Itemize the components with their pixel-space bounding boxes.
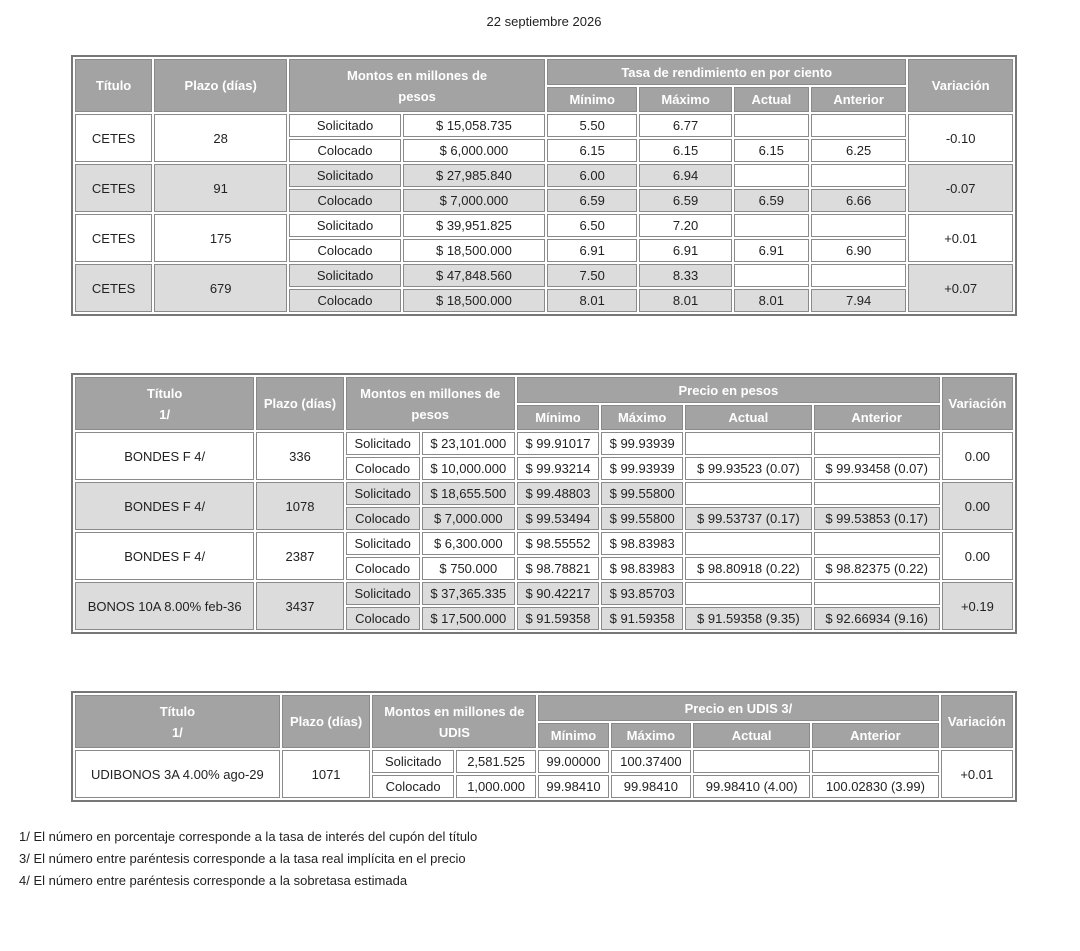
variacion-cell: 0.00: [942, 432, 1013, 480]
solicitado-label: Solicitado: [372, 750, 453, 773]
table-row: [75, 432, 1013, 455]
colocado-anterior: 6.66: [811, 189, 906, 212]
cetes-table-body: [75, 114, 1013, 312]
colocado-monto: $ 17,500.000: [422, 607, 515, 630]
colocado-maximo: 8.01: [639, 289, 731, 312]
solicitado-anterior-empty: [814, 482, 940, 505]
header-montos-line2: pesos: [411, 406, 449, 422]
solicitado-label: Solicitado: [346, 582, 420, 605]
header-titulo-label: Título: [159, 703, 196, 719]
colocado-maximo: $ 98.83983: [601, 557, 683, 580]
header-titulo-note: 1/: [171, 724, 183, 740]
solicitado-maximo: 100.37400: [611, 750, 691, 773]
header-maximo: Máximo: [639, 87, 731, 112]
colocado-label: Colocado: [289, 139, 401, 162]
colocado-anterior: 6.90: [811, 239, 906, 262]
colocado-minimo: 8.01: [547, 289, 637, 312]
colocado-actual: 6.59: [734, 189, 809, 212]
colocado-minimo: $ 98.78821: [517, 557, 599, 580]
solicitado-actual-empty: [734, 264, 809, 287]
header-minimo: Mínimo: [547, 87, 637, 112]
solicitado-monto: $ 27,985.840: [403, 164, 545, 187]
plazo-cell: 28: [154, 114, 287, 162]
plazo-cell: 3437: [256, 582, 343, 630]
colocado-anterior: $ 92.66934 (9.16): [814, 607, 940, 630]
colocado-anterior: $ 99.93458 (0.07): [814, 457, 940, 480]
solicitado-anterior-empty: [811, 114, 906, 137]
colocado-maximo: $ 99.55800: [601, 507, 683, 530]
colocado-maximo: $ 99.93939: [601, 457, 683, 480]
colocado-actual: $ 99.53737 (0.17): [685, 507, 811, 530]
header-anterior: Anterior: [811, 87, 906, 112]
titulo-cell: BONDES F 4/: [75, 432, 254, 480]
solicitado-anterior-empty: [811, 264, 906, 287]
solicitado-label: Solicitado: [289, 164, 401, 187]
auction-date: 22 septiembre 2026: [486, 14, 602, 29]
colocado-monto: $ 6,000.000: [403, 139, 545, 162]
footnote-3: 3/ El número entre paréntesis corresponde a la tasa real implícita en el precio: [19, 851, 466, 866]
colocado-label: Colocado: [289, 239, 401, 262]
colocado-minimo: $ 99.93214: [517, 457, 599, 480]
solicitado-monto: $ 47,848.560: [403, 264, 545, 287]
colocado-maximo: 6.91: [639, 239, 731, 262]
colocado-actual: $ 91.59358 (9.35): [685, 607, 811, 630]
solicitado-actual-empty: [734, 114, 809, 137]
solicitado-actual-empty: [685, 482, 811, 505]
header-montos-line1: Montos en millones de: [360, 385, 501, 401]
colocado-actual: 6.15: [734, 139, 809, 162]
header-plazo: Plazo (días): [282, 695, 371, 748]
plazo-cell: 91: [154, 164, 287, 212]
header-titulo: [75, 377, 254, 430]
variacion-cell: 0.00: [942, 532, 1013, 580]
header-montos-line1: Montos en millones de: [384, 703, 525, 719]
solicitado-monto: 2,581.525: [456, 750, 536, 773]
colocado-label: Colocado: [346, 557, 420, 580]
colocado-label: Colocado: [372, 775, 453, 798]
header-actual: Actual: [693, 723, 810, 748]
header-minimo: Mínimo: [517, 405, 599, 430]
colocado-label: Colocado: [346, 507, 420, 530]
header-montos-line2: pesos: [398, 88, 436, 104]
solicitado-monto: $ 37,365.335: [422, 582, 515, 605]
titulo-cell: CETES: [75, 264, 152, 312]
solicitado-actual-empty: [734, 164, 809, 187]
header-actual: Actual: [685, 405, 811, 430]
solicitado-maximo: 8.33: [639, 264, 731, 287]
header-titulo-note: 1/: [159, 406, 171, 422]
colocado-label: Colocado: [346, 607, 420, 630]
solicitado-actual-empty: [685, 432, 811, 455]
plazo-cell: 679: [154, 264, 287, 312]
table-row: [75, 582, 1013, 605]
plazo-cell: 1071: [282, 750, 371, 798]
bonos-table-body: [75, 432, 1013, 630]
solicitado-label: Solicitado: [346, 432, 420, 455]
colocado-actual: 6.91: [734, 239, 809, 262]
table-row: [75, 750, 1013, 773]
variacion-cell: -0.10: [908, 114, 1013, 162]
colocado-minimo: 6.59: [547, 189, 637, 212]
udibonos-table-body: [75, 750, 1013, 798]
header-precio: Precio en pesos: [517, 377, 940, 403]
header-anterior: Anterior: [814, 405, 940, 430]
solicitado-maximo: $ 98.83983: [601, 532, 683, 555]
solicitado-actual-empty: [685, 582, 811, 605]
colocado-actual: $ 98.80918 (0.22): [685, 557, 811, 580]
table-row: [75, 482, 1013, 505]
solicitado-anterior-empty: [814, 432, 940, 455]
header-variacion: Variación: [942, 377, 1013, 430]
variacion-cell: +0.01: [941, 750, 1013, 798]
colocado-maximo: $ 91.59358: [601, 607, 683, 630]
colocado-maximo: 6.59: [639, 189, 731, 212]
solicitado-anterior-empty: [811, 214, 906, 237]
solicitado-minimo: $ 98.55552: [517, 532, 599, 555]
cetes-results-table: [71, 55, 1017, 316]
footnotes: [19, 826, 477, 892]
header-tasa: Tasa de rendimiento en por ciento: [547, 59, 906, 85]
variacion-cell: 0.00: [942, 482, 1013, 530]
solicitado-maximo: $ 99.93939: [601, 432, 683, 455]
solicitado-label: Solicitado: [346, 482, 420, 505]
titulo-cell: BONDES F 4/: [75, 532, 254, 580]
solicitado-actual-empty: [734, 214, 809, 237]
solicitado-minimo: 5.50: [547, 114, 637, 137]
solicitado-anterior-empty: [811, 164, 906, 187]
bonos-results-table: [71, 373, 1017, 634]
colocado-label: Colocado: [289, 189, 401, 212]
colocado-maximo: 6.15: [639, 139, 731, 162]
footnote-1: 1/ El número en porcentaje corresponde a la tasa de interés del cupón del título: [19, 829, 478, 844]
colocado-label: Colocado: [346, 457, 420, 480]
solicitado-minimo: 6.00: [547, 164, 637, 187]
colocado-monto: $ 7,000.000: [422, 507, 515, 530]
solicitado-monto: $ 23,101.000: [422, 432, 515, 455]
header-montos: [346, 377, 515, 430]
colocado-minimo: $ 91.59358: [517, 607, 599, 630]
colocado-actual: 8.01: [734, 289, 809, 312]
colocado-actual: 99.98410 (4.00): [693, 775, 810, 798]
colocado-anterior: 100.02830 (3.99): [812, 775, 938, 798]
solicitado-minimo: 99.00000: [538, 750, 608, 773]
plazo-cell: 2387: [256, 532, 343, 580]
plazo-cell: 175: [154, 214, 287, 262]
colocado-monto: $ 750.000: [422, 557, 515, 580]
solicitado-label: Solicitado: [289, 114, 401, 137]
colocado-anterior: 7.94: [811, 289, 906, 312]
header-plazo: Plazo (días): [256, 377, 343, 430]
header-titulo-label: Título: [146, 385, 183, 401]
titulo-cell: CETES: [75, 164, 152, 212]
variacion-cell: -0.07: [908, 164, 1013, 212]
solicitado-maximo: $ 93.85703: [601, 582, 683, 605]
header-anterior: Anterior: [812, 723, 938, 748]
table-row: [75, 114, 1013, 137]
solicitado-minimo: 7.50: [547, 264, 637, 287]
header-minimo: Mínimo: [538, 723, 608, 748]
table-row: [75, 164, 1013, 187]
header-precio: Precio en UDIS 3/: [538, 695, 938, 721]
solicitado-anterior-empty: [814, 582, 940, 605]
header-maximo: Máximo: [601, 405, 683, 430]
solicitado-minimo: 6.50: [547, 214, 637, 237]
colocado-anterior: $ 99.53853 (0.17): [814, 507, 940, 530]
colocado-minimo: 6.15: [547, 139, 637, 162]
solicitado-minimo: $ 99.48803: [517, 482, 599, 505]
header-montos: [289, 59, 545, 112]
solicitado-actual-empty: [693, 750, 810, 773]
table-row: [75, 264, 1013, 287]
header-variacion: Variación: [941, 695, 1013, 748]
colocado-label: Colocado: [289, 289, 401, 312]
solicitado-maximo: 6.77: [639, 114, 731, 137]
solicitado-minimo: $ 99.91017: [517, 432, 599, 455]
header-montos: [372, 695, 536, 748]
variacion-cell: +0.01: [908, 214, 1013, 262]
colocado-monto: 1,000.000: [456, 775, 536, 798]
variacion-cell: +0.19: [942, 582, 1013, 630]
colocado-minimo: 6.91: [547, 239, 637, 262]
solicitado-maximo: 7.20: [639, 214, 731, 237]
solicitado-anterior-empty: [812, 750, 938, 773]
solicitado-maximo: $ 99.55800: [601, 482, 683, 505]
titulo-cell: BONOS 10A 8.00% feb-36: [75, 582, 254, 630]
colocado-monto: $ 18,500.000: [403, 239, 545, 262]
header-maximo: Máximo: [611, 723, 691, 748]
solicitado-minimo: $ 90.42217: [517, 582, 599, 605]
solicitado-monto: $ 39,951.825: [403, 214, 545, 237]
colocado-anterior: $ 98.82375 (0.22): [814, 557, 940, 580]
header-plazo: Plazo (días): [154, 59, 287, 112]
footnote-4: 4/ El número entre paréntesis corresponde a la sobretasa estimada: [19, 873, 408, 888]
colocado-maximo: 99.98410: [611, 775, 691, 798]
solicitado-label: Solicitado: [289, 264, 401, 287]
solicitado-maximo: 6.94: [639, 164, 731, 187]
header-variacion: Variación: [908, 59, 1013, 112]
solicitado-label: Solicitado: [346, 532, 420, 555]
colocado-actual: $ 99.93523 (0.07): [685, 457, 811, 480]
solicitado-actual-empty: [685, 532, 811, 555]
titulo-cell: UDIBONOS 3A 4.00% ago-29: [75, 750, 280, 798]
colocado-monto: $ 10,000.000: [422, 457, 515, 480]
solicitado-monto: $ 6,300.000: [422, 532, 515, 555]
plazo-cell: 1078: [256, 482, 343, 530]
titulo-cell: CETES: [75, 114, 152, 162]
solicitado-monto: $ 15,058.735: [403, 114, 545, 137]
variacion-cell: +0.07: [908, 264, 1013, 312]
colocado-minimo: $ 99.53494: [517, 507, 599, 530]
colocado-anterior: 6.25: [811, 139, 906, 162]
solicitado-monto: $ 18,655.500: [422, 482, 515, 505]
solicitado-label: Solicitado: [289, 214, 401, 237]
header-titulo: Título: [75, 59, 152, 112]
colocado-minimo: 99.98410: [538, 775, 608, 798]
header-montos-line2: UDIS: [438, 724, 470, 740]
solicitado-anterior-empty: [814, 532, 940, 555]
table-row: [75, 532, 1013, 555]
header-actual: Actual: [734, 87, 809, 112]
titulo-cell: CETES: [75, 214, 152, 262]
table-row: [75, 214, 1013, 237]
header-montos-line1: Montos en millones de: [347, 67, 488, 83]
udibonos-results-table: [71, 691, 1017, 802]
header-titulo: [75, 695, 280, 748]
colocado-monto: $ 18,500.000: [403, 289, 545, 312]
plazo-cell: 336: [256, 432, 343, 480]
titulo-cell: BONDES F 4/: [75, 482, 254, 530]
colocado-monto: $ 7,000.000: [403, 189, 545, 212]
